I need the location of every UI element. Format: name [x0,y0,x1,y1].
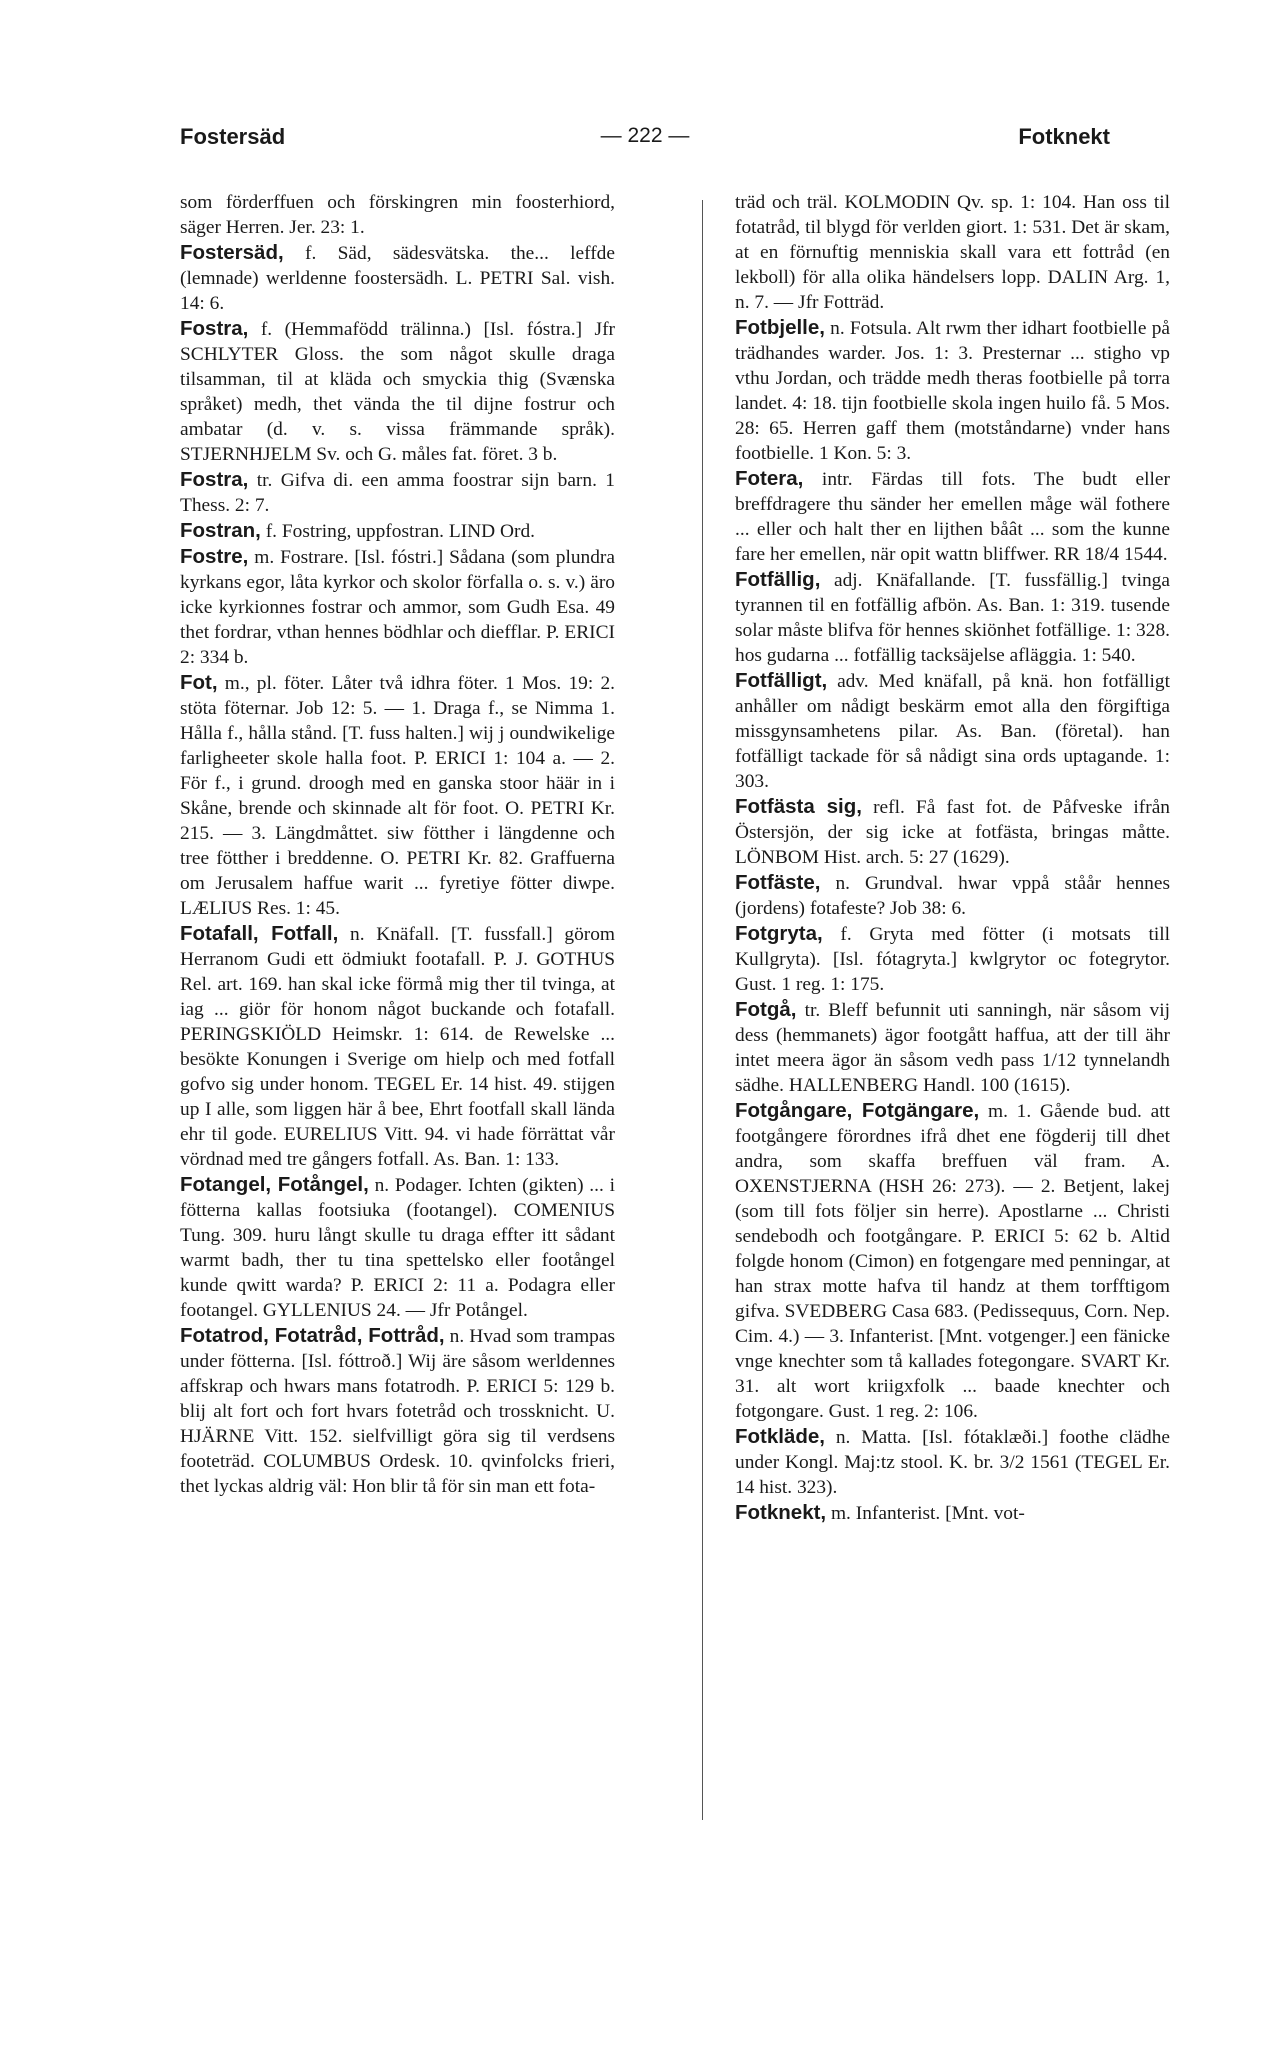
dictionary-entry [735,1500,1170,1526]
dictionary-entry [180,240,615,316]
entry-text: n. Hvad som trampas under fötterna. [Isl. fóttroð.] Wij äre såsom werldennes affskrap och hwars mans fotatrodh. P. ERICI 5: 129 b. blij alt fort och fort hvars fotetråd och trossknicht. U. HJÄRNE Vitt. 152. sielfvilligt göra sig til verdsens footeträd. COLUMBUS Ordesk. 10. qvinfolcks frieri, thet lyckas aldrig väl: Hon blir tå för sin man ett fota- [180,1326,616,1497]
dictionary-entry [180,921,615,1172]
entry-text: tr. Bleff befunnit uti sanningh, när såsom vij dess (hemmanets) ägor footgått haffua, att der till ähr intet meera ägor än såsom vedh pass 1/12 tynnelandh sädhe. HALLENBERG Handl. 100 (1615). [735,1000,1170,1096]
dictionary-entry [180,467,615,518]
dictionary-entry [180,518,615,544]
dictionary-entry [180,544,615,670]
entry-headword: Fotgryta, [735,922,823,945]
entry-headword: Fotgå, [735,998,797,1021]
dictionary-entry [180,1172,615,1323]
entry-headword: Fotfällig, [735,568,821,591]
entry-headword: Fotfälligt, [735,669,828,692]
entry-text: f. Fostring, uppfostran. LIND Ord. [260,521,536,542]
entry-headword: Fostran, [180,519,261,542]
dictionary-entry [735,190,1170,315]
dictionary-entry [735,668,1170,794]
entry-headword: Fotgångare, Fotgängare, [735,1099,980,1122]
entry-headword: Fotangel, Fotångel, [180,1173,369,1196]
entry-text: adj. Knäfallande. [T. fussfällig.] tvinga tyrannen til en fotfällig afbön. As. Ban. 1: 319. tusende solar måste blifva för hennes skiönhet fotfällige. 1: 328. hos gudarna ... fotfällig tacksäjelse afläggia. 1: 540. [735,570,1170,666]
entry-text: f. Säd, sädesvätska. the... leffde (lemnade) werldenne foostersädh. L. PETRI Sal. vish. 14: 6. [180,243,615,314]
page-number: — 222 — [600,124,690,147]
entry-headword: Fotknekt, [735,1501,827,1524]
right-column [735,190,1170,1526]
entry-text: n. Podager. Ichten (gikten) ... i fötterna kallas footsiuka (footangel). COMENIUS Tung. 309. huru långt skulle tu draga effter itt sådant warmt badh, ther tu tina spettelsko eller footångel kunde qwitt warda? P. ERICI 2: 11 a. Podagra eller footangel. GYLLENIUS 24. — Jfr Potångel. [180,1175,615,1321]
entry-headword: Fot, [180,671,218,694]
entry-headword: Fotkläde, [735,1425,825,1448]
entry-text: intr. Färdas till fots. The budt eller breffdragere thu sänder her emellen måge wäl fothere ... eller och halt ther en lijthen båât ... som the kunne fare her emellen, när opit wattn bliffwer. RR 18/4 1544. [735,469,1170,565]
entry-text: som förderffuen och förskingren min foosterhiord, säger Herren. Jer. 23: 1. [180,192,615,238]
dictionary-entry [735,315,1170,466]
dictionary-entry [180,670,615,921]
entry-headword: Fotatrod, Fotatråd, Fottråd, [180,1324,445,1347]
entry-headword: Fostra, [180,317,249,340]
entry-headword: Fotera, [735,467,804,490]
page-header [180,124,1110,154]
right-guide-word: Fotknekt [1018,124,1110,149]
dictionary-entry [735,794,1170,870]
dictionary-entry [180,190,615,240]
dictionary-entry [735,870,1170,921]
column-divider [702,200,703,1820]
entry-text: f. Gryta med fötter (i motsats till Kullgryta). [Isl. fótagryta.] kwlgrytor oc fotegrytor. Gust. 1 reg. 1: 175. [735,924,1170,995]
entry-headword: Fotfästa sig, [735,795,862,818]
dictionary-entry [735,1424,1170,1500]
entry-text: f. (Hemmafödd trälinna.) [Isl. fóstra.] Jfr SCHLYTER Gloss. the som något skulle draga tilsamman, til at kläda och smyckia thig (Svænska språket) medh, thet vända the til dijne fostrur och ambatar (d. v. s. vissa främmande språk). STJERNHJELM Sv. och G. måles fat. föret. 3 b. [180,319,615,465]
left-guide-word: Fostersäd [180,124,286,149]
dictionary-entry [735,567,1170,668]
entry-headword: Fotafall, Fotfall, [180,922,339,945]
entry-text: m., pl. föter. Låter två idhra föter. 1 Mos. 19: 2. stöta föternar. Job 12: 5. — 1. Draga f., se Nimma 1. Hålla f., hålla stånd. [T. fuss halten.] wij j oundwikelige farligheeter skole halla foot. P. ERICI 1: 104 a. — 2. För f., i grund. droogh med en ganska stoor häär in i Skåne, brende och skinnade alt för foot. O. PETRI Kr. 215. — 3. Längdmåttet. siw fötther i längdenne och tree fötther i breddenne. O. PETRI Kr. 82. Graffuerna om Jerusalem haffue warit ... fyretiye fötter diwpe. LÆLIUS Res. 1: 45. [180,673,615,919]
entry-text: refl. Få fast fot. de Påfveske ifrån Östersjön, der sig icke at fotfästa, bringas måtte. LÖNBOM Hist. arch. 5: 27 (1629). [735,797,1170,868]
entry-text: m. 1. Gående bud. att footgångere förordnes ifrå dhet ene fögderij till dhet andra, som skaffa breffuen väl fram. A. OXENSTJERNA (HSH 26: 273). — 2. Betjent, lakej (som till fots följer sin herre). Apostlarne ... Christi sendebodh och footgångare. P. ERICI 5: 62 b. Altid folgde honom (Cimon) en fotgengare med penningar, at han strax motte hafva til handz at them torfftigom gifva. SVEDBERG Casa 683. (Pedissequus, Corn. Nep. Cim. 4.) — 3. Infanterist. [Mnt. votgenger.] een fänicke vnge knechter som tå kallades fotegongare. SVART Kr. 31. alt wort kriigxfolk ... baade knechter och fotgongare. Gust. 1 reg. 2: 106. [735,1101,1170,1422]
entry-headword: Fotfäste, [735,871,821,894]
entry-text: n. Fotsula. Alt rwm ther idhart footbielle på trädhandes warder. Jos. 1: 3. Presternar ... stigho vp vthu Jordan, och trädde medh theras footbielle på torra landet. 4: 18. tijn footbielle skola ingen huilo få. 5 Mos. 28: 65. Herren gaff them (motståndarne) vnder hans footbielle. 1 Kon. 5: 3. [735,318,1170,464]
entry-headword: Fostra, [180,468,249,491]
entry-text: träd och träl. KOLMODIN Qv. sp. 1: 104. Han oss til fotatråd, til blygd för verlden giort. 1: 531. Det är skam, at en förnuftig menniskia skall vara ett fottråd (en lekboll) för alla olika händelsers lopp. DALIN Arg. 1, n. 7. — Jfr Fotträd. [735,192,1170,313]
entry-headword: Fotbjelle, [735,316,825,339]
entry-text: m. Infanterist. [Mnt. vot- [826,1503,1025,1524]
dictionary-entry [180,1323,615,1499]
left-column [180,190,615,1499]
dictionary-entry [180,316,615,467]
dictionary-entry [735,921,1170,997]
entry-headword: Fostersäd, [180,241,284,264]
dictionary-entry [735,997,1170,1098]
dictionary-entry [735,1098,1170,1424]
entry-text: n. Grundval. hwar vppå ståår hennes (jordens) fotafeste? Job 38: 6. [735,873,1170,919]
entry-text: n. Matta. [Isl. fótaklæði.] foothe clädhe under Kongl. Maj:tz stool. K. br. 3/2 1561 (TEGEL Er. 14 hist. 323). [735,1427,1170,1498]
entry-text: tr. Gifva di. een amma foostrar sijn barn. 1 Thess. 2: 7. [180,470,615,516]
entry-headword: Fostre, [180,545,249,568]
entry-text: n. Knäfall. [T. fussfall.] görom Herranom Gudi ett ödmiukt footafall. P. J. GOTHUS Rel. art. 169. han skal icke förmå mig ther til tvinga, at iag ... giör för honom något buckande och fotafall. PERINGSKIÖLD Heimskr. 1: 614. de Rewelske ... besökte Konungen i Sverige om hielp och med fotfall gofvo sig under honom. TEGEL Er. 14 hist. 49. stijgen up I alle, som liggen här å bee, Ehrt footfall skall lända ehr til gode. EURELIUS Vitt. 94. vi hade förrättat vår vördnad med tre gångers fotfall. As. Ban. 1: 133. [180,924,616,1170]
entry-text: adv. Med knäfall, på knä. hon fotfälligt anhåller om nådigt beskärm emot alla den förgiftiga missgynsamhetens pilar. As. Ban. (företal). han fotfälligt tackade för så nådigt sina ords uptagande. 1: 303. [735,671,1170,792]
entry-text: m. Fostrare. [Isl. fóstri.] Sådana (som plundra kyrkans egor, låta kyrkor och skolor förfalla o. s. v.) äro icke kyrkionnes fostrar och ammor, som Gudh Esa. 49 thet fordrar, vthan hennes bödhlar och diefflar. P. ERICI 2: 334 b. [180,547,615,668]
dictionary-entry [735,466,1170,567]
